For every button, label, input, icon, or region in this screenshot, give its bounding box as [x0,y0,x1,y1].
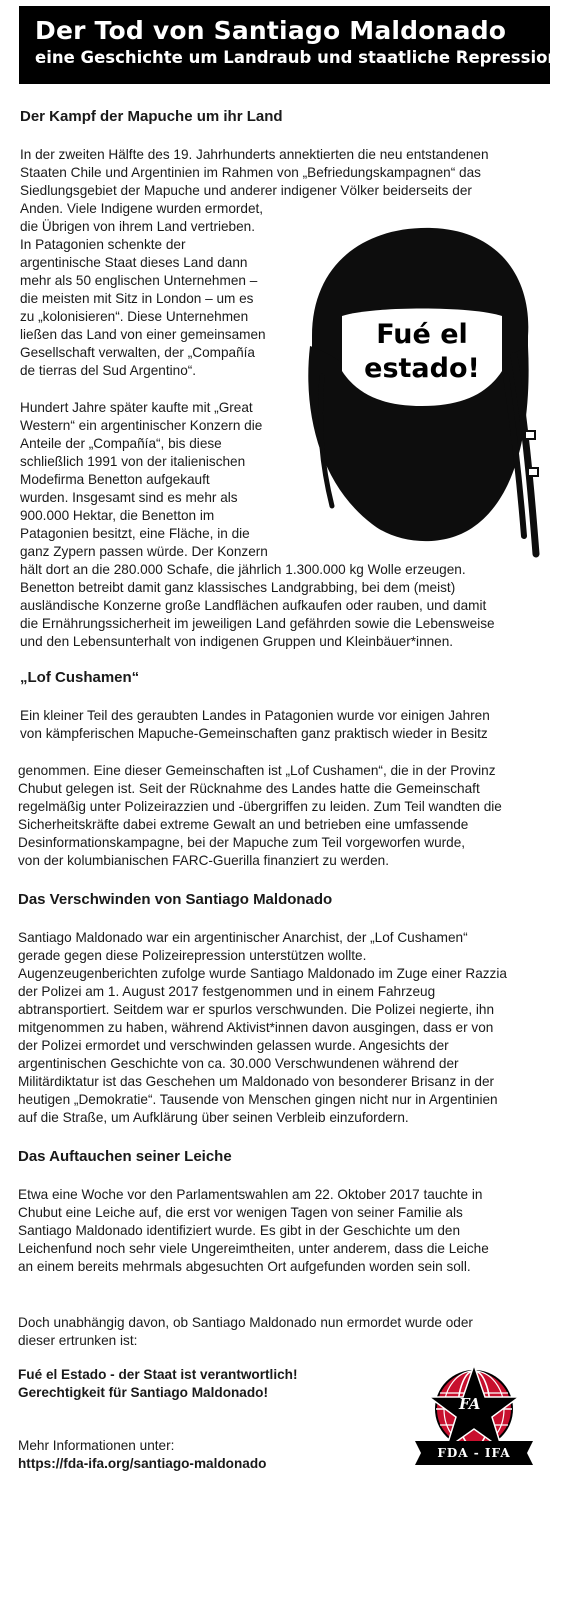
text-line: ausländische Konzerne große Landflächen aufkaufen oder rauben, und damit [20,598,487,613]
header-banner [19,6,560,84]
text-line: dieser ertrunken ist: [18,1333,138,1348]
paragraph-closing [18,1314,473,1350]
text-line: argentinische Staat dieses Land dann [20,255,248,270]
text-line: zu „kolonisieren“. Diese Unternehmen [20,309,249,324]
text-line: von der kolumbianischen FARC-Guerilla finanziert zu werden. [18,853,389,868]
text-line: In Patagonien schenkte der [20,237,186,252]
text-line: die Ernährungssicherheit im jeweiligen Land gefährden sowie die Lebensweise [20,616,495,631]
more-info-label: Mehr Informationen unter: [18,1438,175,1453]
section-heading-disappearance: Das Verschwinden von Santiago Maldonado [18,891,333,908]
text-line: regelmäßig unter Polizeirazzien und -übergriffen zu leiden. Zum Teil wandten die [18,799,502,814]
text-line: Etwa eine Woche vor den Parlamentswahlen am 22. Oktober 2017 tauchte in [18,1187,483,1202]
more-info-link[interactable]: https://fda-ifa.org/santiago-maldonado [18,1456,267,1471]
text-line: Desinformationskampagne, bei der Mapuche zum Teil vorgeworfen wurde, [18,835,466,850]
text-line: Anteile der „Compañía“, bis diese [20,436,222,451]
text-line: Militärdiktatur ist das Geschehen um Maldonado von besonderer Brisanz in der [18,1074,495,1089]
text-line: Sicherheitskräfte dabei extreme Gewalt an und betrieben eine umfassende [18,817,469,832]
text-line: und den Lebensunterhalt von indigenen Gruppen und Kleinbäuer*innen. [20,634,454,649]
text-line: ganz Zypern passen würde. Der Konzern [20,544,268,559]
text-line: Staaten Chile und Argentinien im Rahmen von „Befriedungskampagnen“ das [20,165,481,180]
text-line: wurden. Insgesamt sind es mehr als [20,490,238,505]
text-line: Chubut gelegen ist. Seit der Rücknahme des Landes hatte die Gemeinschaft [18,781,480,796]
text-line: der Polizei ermordet und verschwinden gelassen wurde. Angesichts der [18,1038,449,1053]
paragraph-disappearance [18,929,507,1127]
more-info-block [18,1437,266,1473]
text-line: Leichenfund noch sehr viele Ungereimtheiten, unter anderem, dass die Leiche [18,1241,489,1256]
text-line: Anden. Viele Indigene wurden ermordet, [20,201,264,216]
section-heading-lof-cushamen: „Lof Cushamen“ [20,669,140,686]
poster-slogan-line: estado! [364,353,480,384]
text-line: die meisten mit Sitz in London – um es [20,291,254,306]
paragraph-body-found [18,1186,489,1276]
text-line: die Übrigen von ihrem Land vertrieben. [20,219,256,234]
text-line: Augenzeugenberichten zufolge wurde Santiago Maldonado im Zuge einer Razzia [18,966,507,981]
text-line: In der zweiten Hälfte des 19. Jahrhunderts annektierten die neu entstandenen [20,147,489,162]
text-line: gerade gegen diese Polizeirepression unterstützen wollte. [18,948,367,963]
bearded-face-silhouette [292,206,542,566]
text-line: Ein kleiner Teil des geraubten Landes in Patagonien wurde vor einigen Jahren [20,708,490,723]
text-line: mitgenommen zu haben, während Aktivist*innen davon ausgingen, dass er von [18,1020,494,1035]
section-heading-body-found: Das Auftauchen seiner Leiche [18,1148,232,1165]
text-line: Modefirma Benetton aufgekauft [20,472,210,487]
paragraph-lof-cushamen [18,762,502,870]
text-line: Hundert Jahre später kaufte mit „Great [20,400,253,415]
logo-banner-text: FDA - IFA [437,1446,511,1460]
text-line: heutigen „Demokratie“. Tausende von Menschen gingen nicht nur in Argentinien [18,1092,498,1107]
document-subtitle: eine Geschichte um Landraub und staatliche Repression [35,48,560,67]
text-line: auf die Straße, um Aufklärung über seinen Verbleib einzufordern. [18,1110,409,1125]
text-line: Santiago Maldonado identifiziert wurde. Es gibt in der Geschichte um den [18,1223,461,1238]
text-line: der Polizei am 1. August 2017 festgenommen und in einem Fahrzeug [18,984,436,999]
fda-ifa-logo [409,1363,539,1473]
poster-slogan [332,318,512,386]
document-title: Der Tod von Santiago Maldonado [35,16,507,45]
text-line: ließen das Land von einer gemeinsamen [20,327,266,342]
text-line: Western“ ein argentinischer Konzern die [20,418,263,433]
text-line: de tierras del Sud Argentino“. [20,363,197,378]
slogan-line: Gerechtigkeit für Santiago Maldonado! [18,1385,268,1400]
text-line: Doch unabhängig davon, ob Santiago Maldonado nun ermordet wurde oder [18,1315,473,1330]
slogan-line: Fué el Estado - der Staat ist verantwortlich! [18,1367,298,1382]
poster-slogan-line: Fué el [376,319,468,350]
text-line: hält dort an die 280.000 Schafe, die jährlich 1.300.000 kg Wolle erzeugen. [20,562,466,577]
text-line: Gesellschaft verwalten, der „Compañía [20,345,255,360]
logo-mark: FA [459,1395,481,1413]
text-line: abtransportiert. Seitdem war er spurlos verschwunden. Die Polizei negierte, ihn [18,1002,495,1017]
paragraph-land-reclaimed [20,707,490,743]
text-line: Chubut eine Leiche auf, die erst vor wenigen Tagen von seiner Familie als [18,1205,463,1220]
text-line: Santiago Maldonado war ein argentinischer Anarchist, der „Lof Cushamen“ [18,930,468,945]
text-line: 900.000 Hektar, die Benetton im [20,508,215,523]
slogan-block [18,1366,298,1402]
poster-illustration [292,206,542,566]
section-heading-mapuche: Der Kampf der Mapuche um ihr Land [20,108,283,125]
text-line: an einem bereits mehrmals abgesuchten Ort aufgefunden worden sein soll. [18,1259,471,1274]
text-line: Siedlungsgebiet der Mapuche und anderer indigener Völker beiderseits der [20,183,472,198]
text-line: schließlich 1991 von der italienischen [20,454,246,469]
text-line: Benetton betreibt damit ganz klassisches Landgrabbing, bei dem (meist) [20,580,456,595]
text-line: mehr als 50 englischen Unternehmen – [20,273,258,288]
text-line: genommen. Eine dieser Gemeinschaften ist „Lof Cushamen“, die in der Provinz [18,763,496,778]
text-line: argentinischen Geschichte von ca. 30.000 Verschwundenen während der [18,1056,459,1071]
text-line: von kämpferischen Mapuche-Gemeinschaften ganz praktisch wieder in Besitz [20,726,488,741]
text-line: Patagonien besitzt, eine Fläche, in die [20,526,250,541]
